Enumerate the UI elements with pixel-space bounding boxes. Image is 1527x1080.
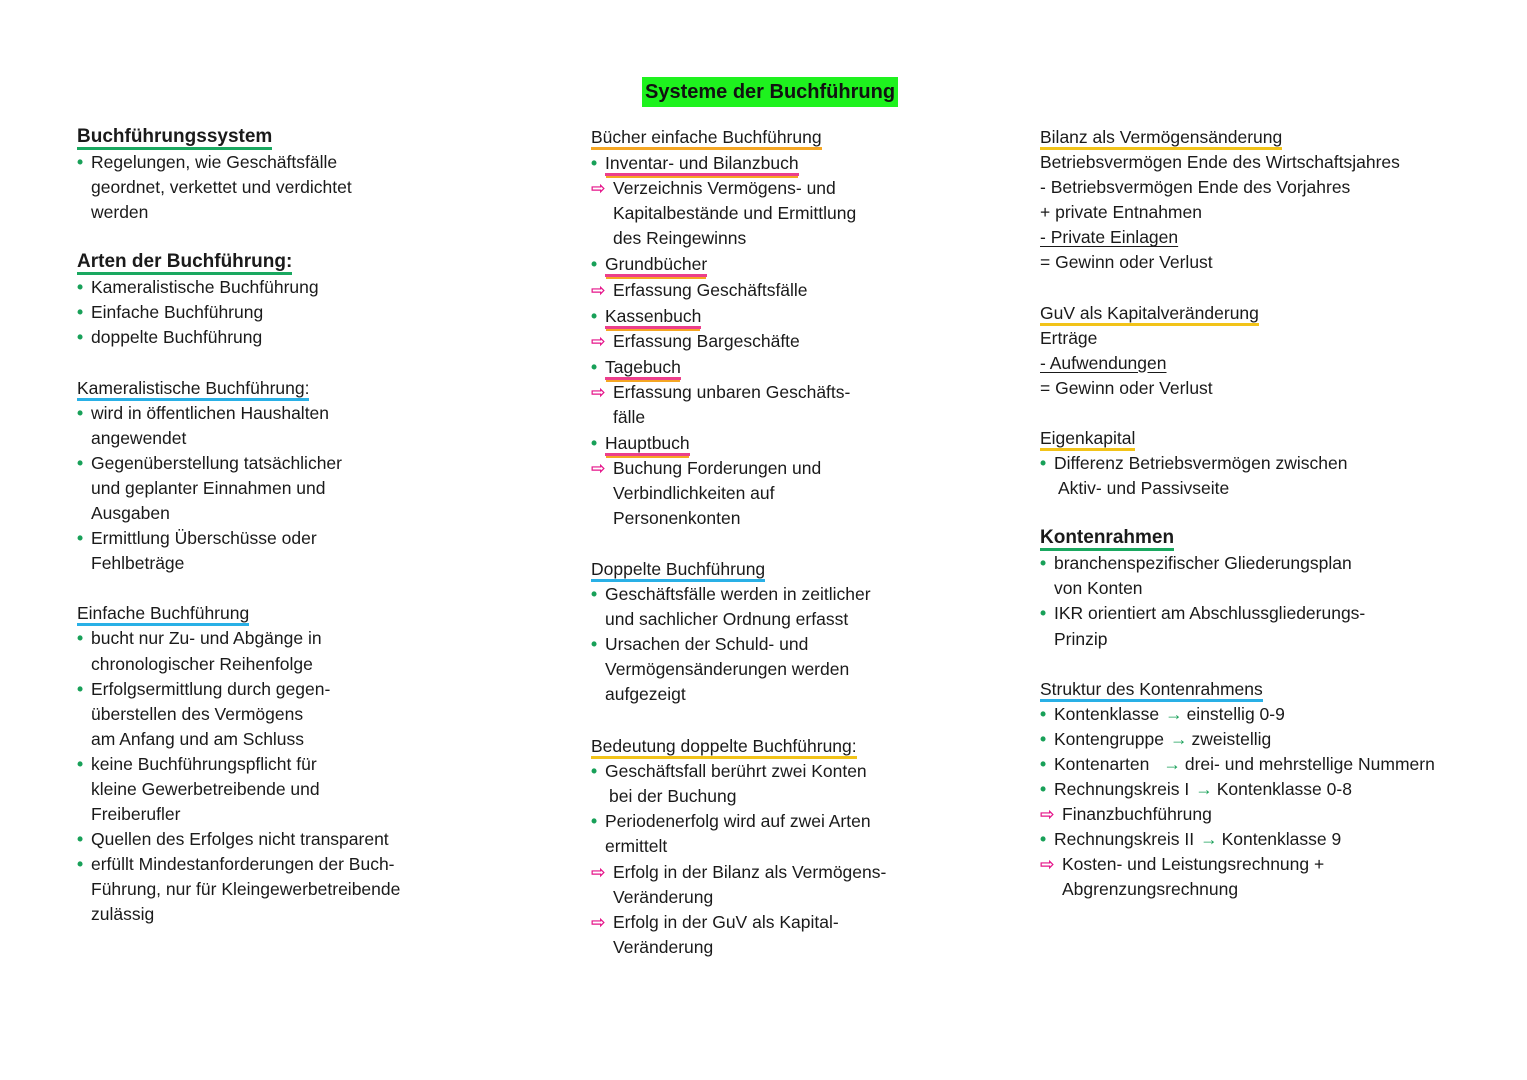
list-item: Buchung Forderungen und	[613, 458, 822, 479]
list-item: Personenkonten	[613, 508, 741, 529]
arrow-right-icon: ⇨	[1040, 804, 1055, 825]
bullet-icon: •	[1040, 728, 1047, 749]
bullet-icon: •	[77, 854, 84, 875]
list-item: IKR orientiert am Abschlussgliederungs-	[1054, 603, 1366, 624]
heading-struktur: Struktur des Kontenrahmens	[1040, 679, 1263, 702]
bullet-icon: •	[591, 305, 598, 326]
arrow-right-icon: ⇨	[591, 178, 606, 199]
list-item: kleine Gewerbetreibende und	[91, 778, 320, 799]
list-item: Kontenklasse 9	[1221, 829, 1342, 850]
list-item: bucht nur Zu- und Abgänge in	[91, 628, 322, 649]
bullet-icon: •	[591, 811, 598, 832]
list-item: zweistellig	[1191, 728, 1272, 749]
heading-bilanz: Bilanz als Vermögensänderung	[1040, 127, 1282, 150]
arrow-right-icon: →	[1163, 753, 1181, 774]
list-item: von Konten	[1054, 578, 1143, 599]
arrow-right-icon: ⇨	[591, 861, 606, 882]
list-item: fälle	[613, 407, 646, 428]
bullet-icon: •	[591, 583, 598, 604]
list-item: wird in öffentlichen Haushalten	[91, 402, 330, 423]
list-item: Abgrenzungsrechnung	[1062, 879, 1239, 900]
formula-line: - Betriebsvermögen Ende des Vorjahres	[1040, 177, 1351, 198]
book-label: Tagebuch	[605, 357, 681, 380]
arrow-right-icon: →	[1195, 778, 1213, 799]
bullet-icon: •	[77, 628, 84, 649]
list-item: erfüllt Mindestanforderungen der Buch-	[91, 854, 395, 875]
list-item: angewendet	[91, 427, 187, 448]
list-item: Kontenklasse	[1054, 703, 1160, 724]
list-item: Erfassung unbaren Geschäfts-	[613, 381, 851, 402]
list-item: keine Buchführungspflicht für	[91, 753, 317, 774]
list-item: Fehlbeträge	[91, 553, 185, 574]
book-label: Grundbücher	[605, 254, 707, 277]
list-item: Rechnungskreis I	[1054, 778, 1190, 799]
list-item: Erfolg in der GuV als Kapital-	[613, 911, 839, 932]
list-item: Rechnungskreis II	[1054, 829, 1195, 850]
list-item: ermittelt	[605, 836, 668, 857]
formula-line: = Gewinn oder Verlust	[1040, 252, 1213, 273]
list-item: Finanzbuchführung	[1062, 804, 1212, 825]
heading-kameralistische: Kameralistische Buchführung:	[77, 378, 309, 401]
book-label: Inventar- und Bilanzbuch	[605, 153, 799, 176]
list-item: geordnet, verkettet und verdichtet	[91, 177, 352, 198]
bullet-icon: •	[77, 753, 84, 774]
heading-doppelte: Doppelte Buchführung	[591, 559, 765, 582]
list-item: Kontenarten	[1054, 753, 1150, 774]
arrow-right-icon: ⇨	[1040, 854, 1055, 875]
list-item: Kapitalbestände und Ermittlung	[613, 203, 857, 224]
list-item: werden	[91, 202, 149, 223]
list-item: Gegenüberstellung tatsächlicher	[91, 452, 342, 473]
bullet-icon: •	[1040, 603, 1047, 624]
book-label: Kassenbuch	[605, 306, 701, 329]
formula-line: + private Entnahmen	[1040, 202, 1202, 223]
list-item: Verbindlichkeiten auf	[613, 483, 775, 504]
list-item: Regelungen, wie Geschäftsfälle	[91, 152, 338, 172]
bullet-icon: •	[77, 327, 84, 348]
bullet-icon: •	[77, 152, 84, 172]
bullet-icon: •	[77, 277, 84, 298]
arrow-right-icon: ⇨	[591, 911, 606, 932]
list-item: Kontengruppe	[1054, 728, 1164, 749]
heading-kontenrahmen: Kontenrahmen	[1040, 528, 1174, 551]
list-item: Ermittlung Überschüsse oder	[91, 528, 317, 549]
heading-eigenkapital: Eigenkapital	[1040, 428, 1135, 451]
list-item: am Anfang und am Schluss	[91, 728, 305, 749]
list-item: und sachlicher Ordnung erfasst	[605, 608, 849, 629]
list-item: des Reingewinns	[613, 228, 747, 249]
heading-buchfuehrungssystem: Buchführungssystem	[77, 127, 272, 150]
arrow-right-icon: ⇨	[591, 381, 606, 402]
list-item: Kontenklasse 0-8	[1216, 778, 1352, 799]
bullet-icon: •	[591, 633, 598, 654]
list-item: Ausgaben	[91, 503, 170, 524]
bullet-icon: •	[77, 302, 84, 323]
bullet-icon: •	[591, 153, 598, 174]
list-item: branchenspezifischer Gliederungsplan	[1054, 553, 1352, 574]
page-title: Systeme der Buchführung	[642, 77, 898, 107]
bullet-icon: •	[77, 678, 84, 699]
list-item: Führung, nur für Kleingewerbetreibende	[91, 879, 401, 900]
bullet-icon: •	[591, 356, 598, 377]
heading-bedeutung: Bedeutung doppelte Buchführung:	[591, 736, 857, 759]
bullet-icon: •	[591, 254, 598, 275]
bullet-icon: •	[591, 761, 598, 782]
heading-guv: GuV als Kapitalveränderung	[1040, 303, 1259, 326]
book-label: Hauptbuch	[605, 433, 690, 456]
list-item: Prinzip	[1054, 628, 1108, 649]
list-item: Geschäftsfälle werden in zeitlicher	[605, 583, 871, 604]
list-item: Kameralistische Buchführung	[91, 277, 319, 298]
list-item: Veränderung	[613, 886, 714, 907]
list-item: Periodenerfolg wird auf zwei Arten	[605, 811, 871, 832]
list-item: bei der Buchung	[609, 786, 737, 807]
bullet-icon: •	[77, 402, 84, 423]
arrow-right-icon: →	[1165, 703, 1183, 724]
arrow-right-icon: →	[1200, 829, 1218, 850]
list-item: Erfolg in der Bilanz als Vermögens-	[613, 861, 887, 882]
bullet-icon: •	[77, 528, 84, 549]
list-item: Erfolgsermittlung durch gegen-	[91, 678, 331, 699]
list-item: Kosten- und Leistungsrechnung +	[1062, 854, 1325, 875]
bullet-icon: •	[77, 829, 84, 850]
bullet-icon: •	[1040, 753, 1047, 774]
list-item: Ursachen der Schuld- und	[605, 633, 809, 654]
list-item: einstellig 0-9	[1186, 703, 1285, 724]
column-right	[1040, 124, 1510, 902]
list-item: und geplanter Einnahmen und	[91, 477, 326, 498]
list-item: Geschäftsfall berührt zwei Konten	[605, 761, 867, 782]
list-item: Einfache Buchführung	[91, 302, 264, 323]
bullet-icon: •	[1040, 703, 1047, 724]
list-item: Erfassung Bargeschäfte	[613, 330, 800, 351]
bullet-icon: •	[591, 433, 598, 454]
formula-line: Betriebsvermögen Ende des Wirtschaftsjahres	[1040, 152, 1400, 173]
heading-buecher-einfache: Bücher einfache Buchführung	[591, 127, 822, 150]
list-item: doppelte Buchführung	[91, 327, 263, 348]
bullet-icon: •	[77, 452, 84, 473]
list-item: Erfassung Geschäftsfälle	[613, 279, 808, 300]
list-item: Differenz Betriebsvermögen zwischen	[1054, 453, 1348, 474]
list-item: Freiberufler	[91, 804, 181, 825]
heading-einfache: Einfache Buchführung	[77, 603, 249, 626]
list-item: Quellen des Erfolges nicht transparent	[91, 829, 389, 850]
formula-line: - Aufwendungen	[1040, 352, 1167, 373]
list-item: überstellen des Vermögens	[91, 703, 304, 724]
bullet-icon: •	[1040, 453, 1047, 474]
formula-line: Erträge	[1040, 327, 1098, 348]
list-item: zulässig	[91, 904, 155, 925]
formula-line: - Private Einlagen	[1040, 227, 1179, 248]
bullet-icon: •	[1040, 829, 1047, 850]
list-item: aufgezeigt	[605, 683, 686, 704]
list-item: Aktiv- und Passivseite	[1058, 478, 1230, 499]
heading-arten: Arten der Buchführung:	[77, 252, 292, 275]
list-item: Veränderung	[613, 936, 714, 957]
formula-line: = Gewinn oder Verlust	[1040, 377, 1213, 398]
arrow-right-icon: ⇨	[591, 458, 606, 479]
bullet-icon: •	[1040, 553, 1047, 574]
arrow-right-icon: ⇨	[591, 330, 606, 351]
column-middle	[591, 124, 1011, 960]
arrow-right-icon: ⇨	[591, 279, 606, 300]
arrow-right-icon: →	[1169, 728, 1188, 749]
list-item: Verzeichnis Vermögens- und	[613, 178, 836, 199]
bullet-icon: •	[1040, 778, 1047, 799]
list-item: Vermögensänderungen werden	[605, 658, 850, 679]
list-item: drei- und mehrstellige Nummern	[1184, 753, 1435, 774]
column-left	[77, 124, 507, 928]
list-item: chronologischer Reihenfolge	[91, 653, 313, 674]
